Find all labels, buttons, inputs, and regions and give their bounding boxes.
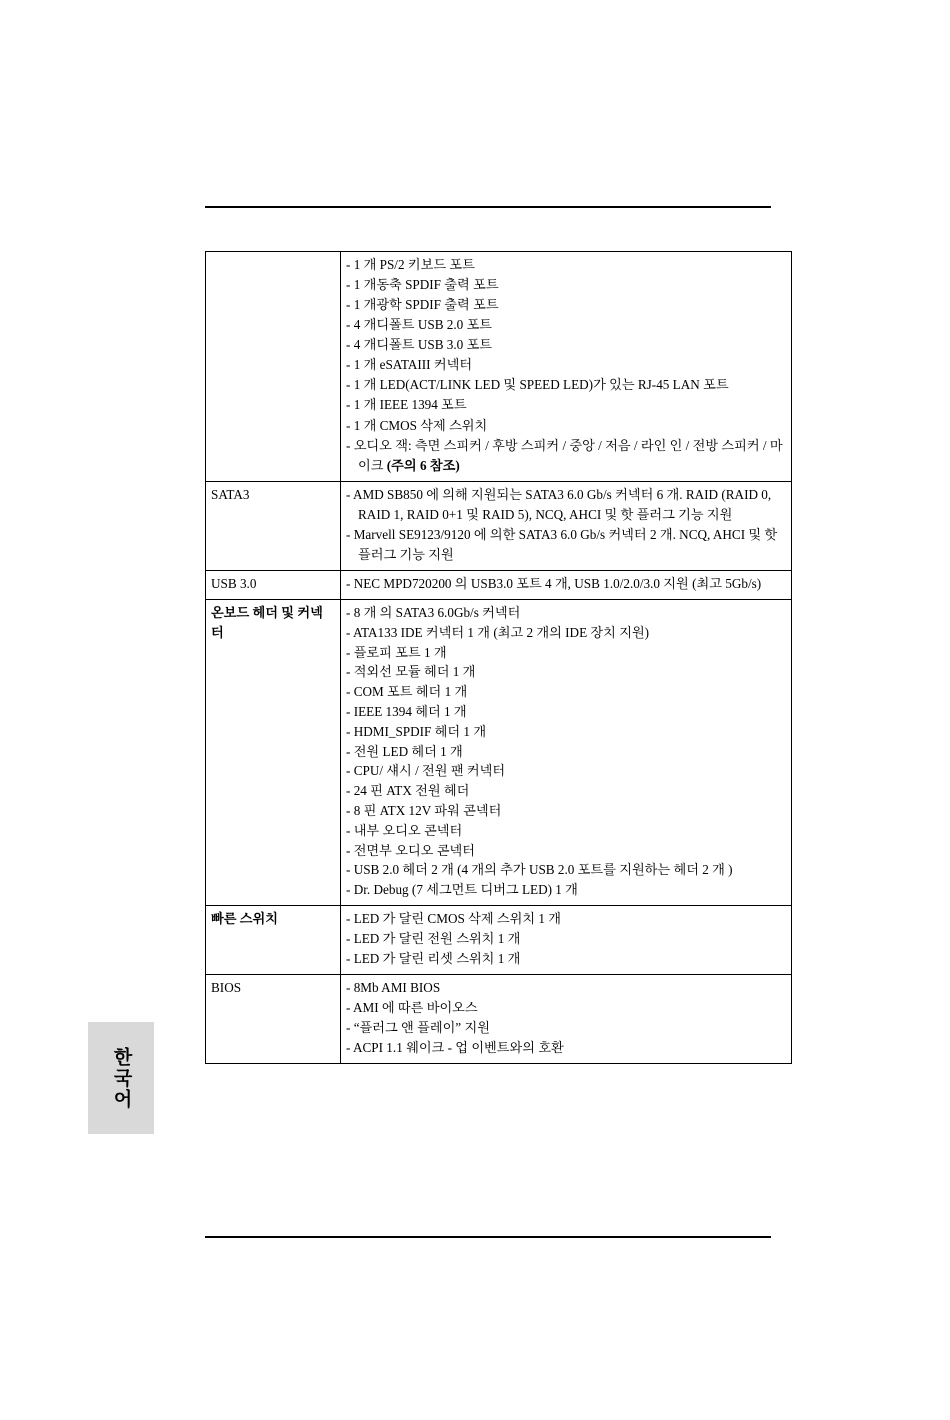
list-item: - “플러그 앤 플레이” 지원	[346, 1020, 490, 1036]
language-tab	[88, 1022, 154, 1134]
row-label-cell	[206, 905, 341, 974]
list-item: - LED 가 달린 전원 스위치 1 개	[346, 931, 521, 947]
list-item: - Marvell SE9123/9120 에 의한 SATA3 6.0 Gb/s 커넥터 2 개. NCQ, AHCI 및 핫 플러그 기능 지원	[346, 526, 778, 562]
list-item: - 1 개 eSATAIII 커넥터	[346, 357, 473, 373]
row-label: 빠른 스위치	[211, 910, 278, 926]
row-item-list	[346, 255, 786, 476]
row-label: BIOS	[211, 980, 242, 996]
row-label: USB 3.0	[211, 575, 257, 591]
row-item-list	[346, 603, 786, 900]
row-item-list	[346, 574, 786, 594]
row-value-cell	[341, 905, 792, 974]
list-item: - LED 가 달린 리셋 스위치 1 개	[346, 951, 521, 967]
list-item: - AMD SB850 에 의해 지원되는 SATA3 6.0 Gb/s 커넥터 6 개. RAID (RAID 0, RAID 1, RAID 0+1 및 RAID 5), NCQ, AHCI 및 핫 플러그 기능 지원	[346, 486, 772, 522]
row-value-cell	[341, 975, 792, 1064]
row-label-cell	[206, 481, 341, 570]
list-item: - 1 개광학 SPDIF 출력 포트	[346, 297, 499, 313]
list-item: - USB 2.0 헤더 2 개 (4 개의 추가 USB 2.0 포트를 지원하는 헤더 2 개 )	[346, 862, 733, 878]
top-rule	[205, 206, 771, 208]
list-item: - HDMI_SPDIF 헤더 1 개	[346, 723, 487, 739]
list-item: - 적외선 모듈 헤더 1 개	[346, 664, 476, 680]
row-item-list	[346, 978, 786, 1058]
list-item: - 4 개디폴트 USB 3.0 포트	[346, 337, 493, 353]
list-item: - 전원 LED 헤더 1 개	[346, 743, 463, 759]
list-item: - 1 개 CMOS 삭제 스위치	[346, 417, 488, 433]
list-item: - 1 개 IEEE 1394 포트	[346, 397, 467, 413]
list-item: - Dr. Debug (7 세그먼트 디버그 LED) 1 개	[346, 882, 578, 898]
list-item: - ATA133 IDE 커넥터 1 개 (최고 2 개의 IDE 장치 지원)	[346, 624, 650, 640]
row-item-list	[346, 909, 786, 969]
list-item: - 8Mb AMI BIOS	[346, 980, 441, 996]
list-item: - CPU/ 섀시 / 전원 팬 커넥터	[346, 763, 506, 779]
list-item-audio-jacks: - 오디오 잭: 측면 스피커 / 후방 스피커 / 중앙 / 저음 / 라인 인 / 전방 스피커 / 마이크 (주의 6 참조)	[346, 437, 783, 473]
table-row	[206, 975, 792, 1064]
row-label-cell	[206, 570, 341, 599]
list-item: - 1 개 PS/2 키보드 포트	[346, 257, 475, 272]
row-label: SATA3	[211, 486, 250, 502]
list-item: - 8 핀 ATX 12V 파워 콘넥터	[346, 802, 502, 818]
note-reference: (주의 6 참조)	[386, 457, 460, 473]
list-item: - 플로피 포트 1 개	[346, 644, 447, 660]
list-item: - AMI 에 따른 바이오스	[346, 1000, 478, 1016]
table-row	[206, 600, 792, 906]
row-label-cell	[206, 252, 341, 482]
row-label-cell	[206, 975, 341, 1064]
row-item-list	[346, 485, 786, 565]
row-value-cell	[341, 481, 792, 570]
list-item: - 1 개동축 SPDIF 출력 포트	[346, 277, 499, 293]
row-value-cell	[341, 252, 792, 482]
language-tab-label: 한국어	[110, 1046, 132, 1110]
list-item: - LED 가 달린 CMOS 삭제 스위치 1 개	[346, 910, 562, 926]
table-row	[206, 905, 792, 974]
list-item: - COM 포트 헤더 1 개	[346, 684, 468, 700]
list-item: - NEC MPD720200 의 USB3.0 포트 4 개, USB 1.0/2.0/3.0 지원 (최고 5Gb/s)	[346, 575, 762, 591]
row-value-cell	[341, 570, 792, 599]
list-item: - 24 핀 ATX 전원 헤더	[346, 783, 470, 799]
bottom-rule	[205, 1236, 771, 1238]
list-item: - IEEE 1394 헤더 1 개	[346, 703, 467, 719]
list-item: - 4 개디폴트 USB 2.0 포트	[346, 317, 493, 333]
row-value-cell	[341, 600, 792, 906]
list-item: - 전면부 오디오 콘넥터	[346, 842, 475, 858]
list-item: - 1 개 LED(ACT/LINK LED 및 SPEED LED)가 있는 RJ-45 LAN 포트	[346, 377, 729, 393]
list-item: - 8 개 의 SATA3 6.0Gb/s 커넥터	[346, 605, 521, 620]
table-row	[206, 481, 792, 570]
table-row	[206, 252, 792, 482]
row-label-cell	[206, 600, 341, 906]
table-row	[206, 570, 792, 599]
specification-table	[205, 251, 792, 1064]
list-item: - 내부 오디오 콘넥터	[346, 822, 463, 838]
list-item: - ACPI 1.1 웨이크 - 업 이벤트와의 호환	[346, 1040, 564, 1056]
row-label: 온보드 헤더 및 커넥터	[211, 605, 323, 641]
